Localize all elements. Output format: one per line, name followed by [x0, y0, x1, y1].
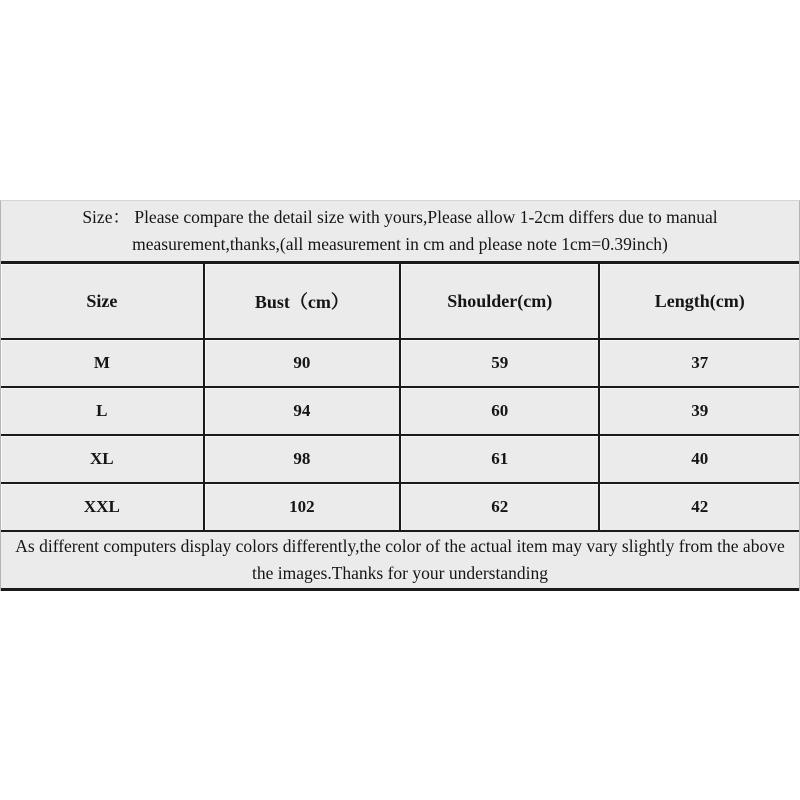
intro-note — [1, 201, 799, 263]
size-cell: L — [1, 387, 204, 435]
size-table — [1, 201, 799, 591]
length-cell: 39 — [599, 387, 799, 435]
table-row-l — [1, 387, 799, 435]
size-chart — [0, 200, 800, 591]
bust-cell: 98 — [204, 435, 400, 483]
shoulder-cell: 60 — [400, 387, 600, 435]
shoulder-cell: 61 — [400, 435, 600, 483]
bust-cell: 102 — [204, 483, 400, 531]
table-row-xl — [1, 435, 799, 483]
intro-line-1: Size： Please compare the detail size with yours,Please allow 1-2cm differs due to manual — [82, 207, 718, 227]
column-header-shoulder: Shoulder(cm) — [400, 263, 600, 340]
column-header-bust: Bust（cm） — [204, 263, 400, 340]
length-cell: 37 — [599, 339, 799, 387]
table-header-row — [1, 263, 799, 340]
footer-row — [1, 531, 799, 590]
color-disclaimer-note — [1, 531, 799, 590]
shoulder-cell: 59 — [400, 339, 600, 387]
footer-line-2: the images.Thanks for your understanding — [252, 563, 548, 583]
size-cell: XL — [1, 435, 204, 483]
column-header-length: Length(cm) — [599, 263, 799, 340]
intro-row — [1, 201, 799, 263]
bust-cell: 94 — [204, 387, 400, 435]
column-header-size: Size — [1, 263, 204, 340]
intro-line-2: measurement,thanks,(all measurement in cm and please note 1cm=0.39inch) — [132, 234, 668, 254]
size-cell: M — [1, 339, 204, 387]
table-row-xxl — [1, 483, 799, 531]
shoulder-cell: 62 — [400, 483, 600, 531]
footer-line-1: As different computers display colors differently,the color of the actual item may vary slightly from the above — [15, 536, 785, 556]
length-cell: 40 — [599, 435, 799, 483]
bust-cell: 90 — [204, 339, 400, 387]
table-row-m — [1, 339, 799, 387]
size-cell: XXL — [1, 483, 204, 531]
length-cell: 42 — [599, 483, 799, 531]
